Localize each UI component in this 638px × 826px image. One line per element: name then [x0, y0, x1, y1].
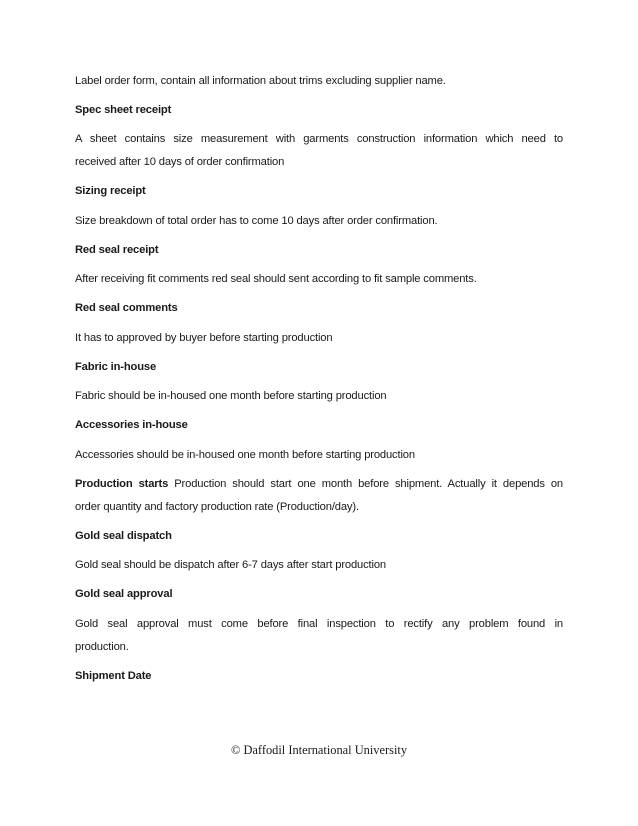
red-seal-comments-text: It has to approved by buyer before starting production: [75, 332, 333, 344]
accessories-text: Accessories should be in-housed one month before starting production: [75, 449, 415, 461]
accessories-heading: Accessories in-house: [75, 419, 188, 431]
production-line-1: [75, 477, 563, 491]
sizing-heading: Sizing receipt: [75, 185, 146, 197]
fabric-heading: Fabric in-house: [75, 361, 157, 373]
spec-sheet-line-2: received after 10 days of order confirmation: [75, 156, 285, 168]
gold-seal-approval-line-2: production.: [75, 641, 129, 653]
red-seal-receipt-text: After receiving fit comments red seal should sent according to fit sample comments.: [75, 273, 477, 285]
red-seal-comments-heading: Red seal comments: [75, 302, 178, 314]
label-order-text: Label order form, contain all information about trims excluding supplier name.: [75, 75, 446, 87]
sizing-text: Size breakdown of total order has to come 10 days after order confirmation.: [75, 215, 438, 227]
footer-university: © Daffodil International University: [230, 743, 408, 757]
spec-sheet-line-1: A sheet contains size measurement with garments construction information which need to: [75, 133, 563, 145]
production-line-2: order quantity and factory production rate (Production/day).: [75, 501, 359, 513]
shipment-date-heading: Shipment Date: [75, 670, 152, 682]
red-seal-receipt-heading: Red seal receipt: [75, 244, 159, 256]
fabric-text: Fabric should be in-housed one month before starting production: [75, 390, 387, 402]
spec-sheet-heading: Spec sheet receipt: [75, 104, 172, 116]
gold-seal-approval-line-1: Gold seal approval must come before final inspection to rectify any problem found in: [75, 618, 563, 630]
gold-seal-approval-heading: Gold seal approval: [75, 588, 173, 600]
gold-seal-dispatch-heading: Gold seal dispatch: [75, 530, 172, 542]
production-heading: Production starts: [75, 478, 169, 490]
gold-seal-dispatch-text: Gold seal should be dispatch after 6-7 days after start production: [75, 559, 386, 571]
production-text-1: Production should start one month before shipment. Actually it depends on: [174, 478, 563, 490]
